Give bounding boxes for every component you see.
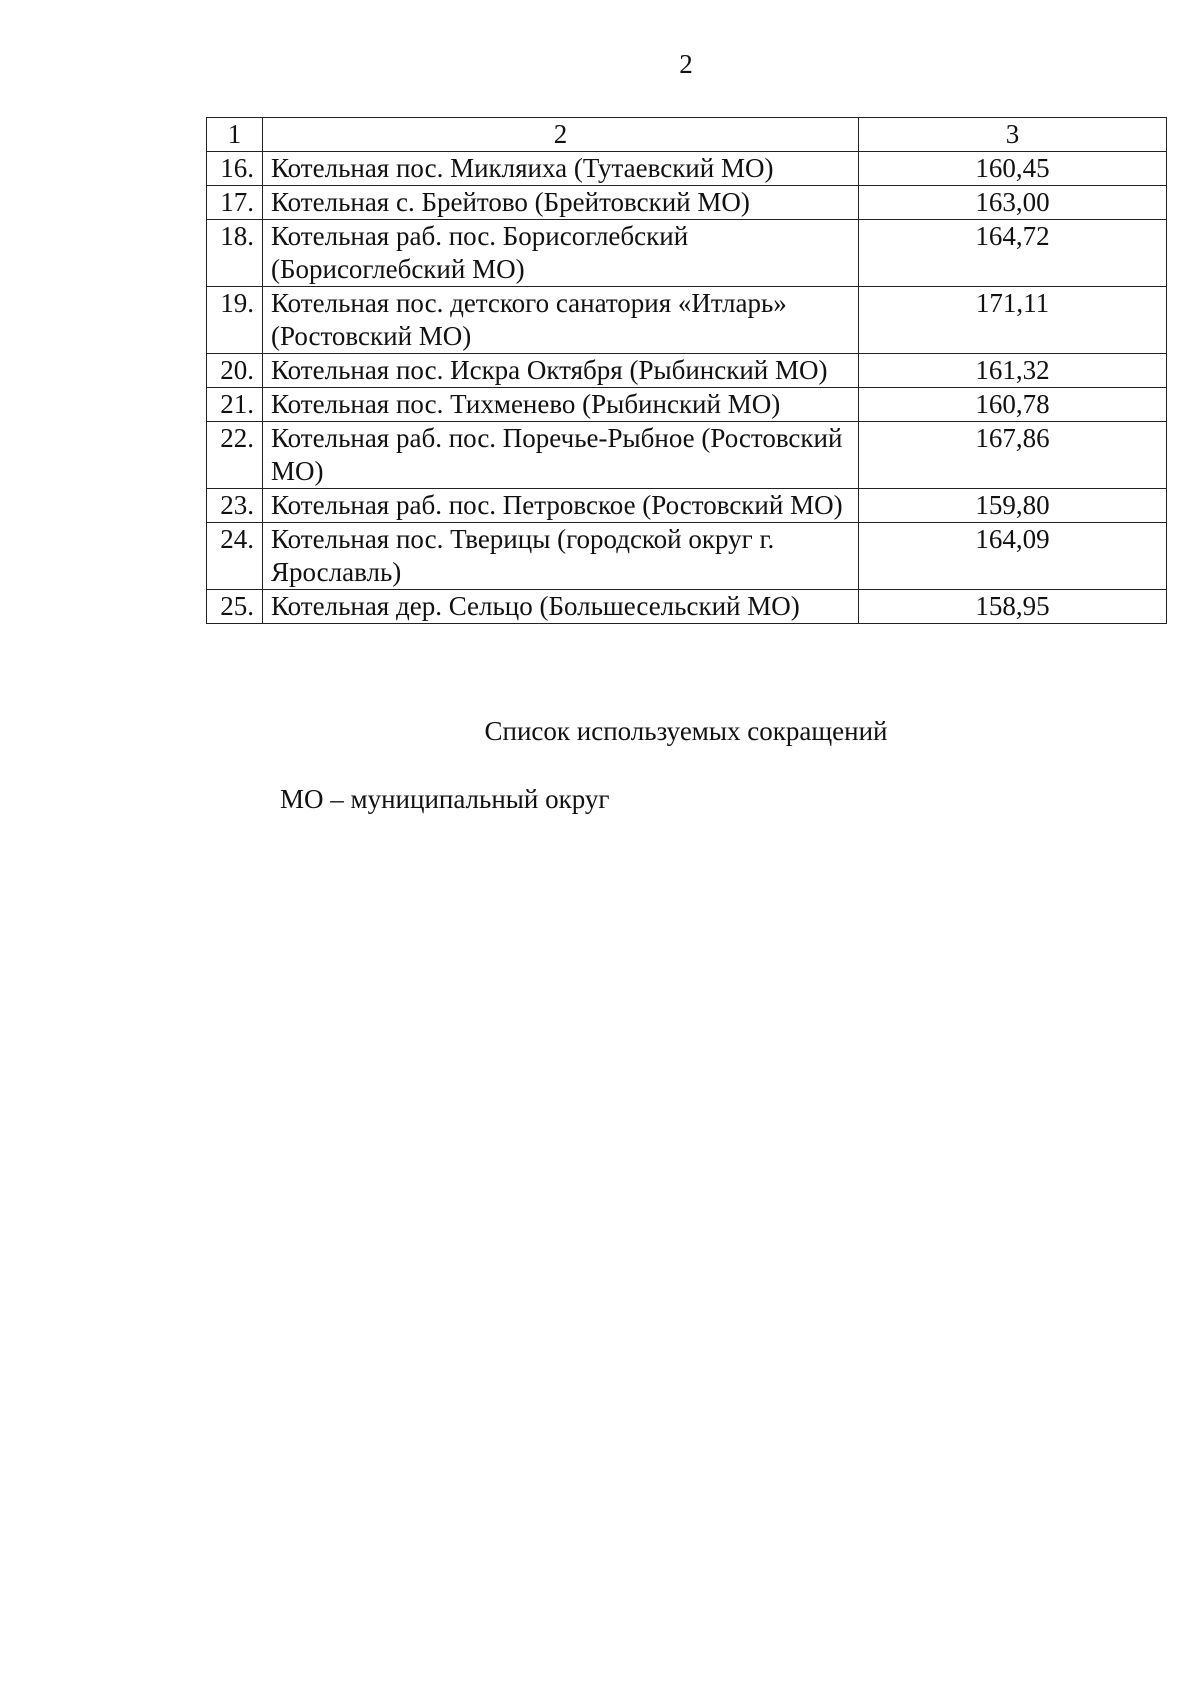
column-header: 1 bbox=[207, 118, 263, 152]
row-number: 19. bbox=[207, 287, 263, 354]
table-row bbox=[207, 287, 1167, 354]
table-row bbox=[207, 590, 1167, 624]
table-row bbox=[207, 388, 1167, 422]
row-number: 22. bbox=[207, 422, 263, 489]
tariff-value: 163,00 bbox=[859, 186, 1167, 220]
boiler-name: Котельная с. Брейтово (Брейтовский МО) bbox=[263, 186, 859, 220]
boiler-name: Котельная пос. Искра Октября (Рыбинский МО) bbox=[263, 354, 859, 388]
row-number: 17. bbox=[207, 186, 263, 220]
table-row bbox=[207, 422, 1167, 489]
boiler-name: Котельная пос. Микляиха (Тутаевский МО) bbox=[263, 152, 859, 186]
tariff-value: 160,78 bbox=[859, 388, 1167, 422]
abbreviations-title: Список используемых сокращений bbox=[484, 716, 888, 746]
boiler-name: Котельная пос. Тверицы (городской округ г. Ярославль) bbox=[263, 523, 859, 590]
column-header: 3 bbox=[859, 118, 1167, 152]
table-row bbox=[207, 186, 1167, 220]
table-row bbox=[207, 489, 1167, 523]
row-number: 25. bbox=[207, 590, 263, 624]
table-row bbox=[207, 152, 1167, 186]
table-row bbox=[207, 523, 1167, 590]
tariff-value: 160,45 bbox=[859, 152, 1167, 186]
row-number: 21. bbox=[207, 388, 263, 422]
tariff-table bbox=[206, 117, 1167, 624]
table-row bbox=[207, 220, 1167, 287]
tariff-value: 164,09 bbox=[859, 523, 1167, 590]
abbreviation-item: МО – муниципальный округ bbox=[280, 784, 610, 814]
boiler-name: Котельная пос. Тихменево (Рыбинский МО) bbox=[263, 388, 859, 422]
boiler-name: Котельная раб. пос. Петровское (Ростовский МО) bbox=[263, 489, 859, 523]
column-header: 2 bbox=[263, 118, 859, 152]
boiler-name: Котельная дер. Сельцо (Большесельский МО) bbox=[263, 590, 859, 624]
tariff-value: 161,32 bbox=[859, 354, 1167, 388]
tariff-value: 171,11 bbox=[859, 287, 1167, 354]
tariff-value: 164,72 bbox=[859, 220, 1167, 287]
tariff-value: 158,95 bbox=[859, 590, 1167, 624]
tariff-value: 167,86 bbox=[859, 422, 1167, 489]
table-row bbox=[207, 354, 1167, 388]
row-number: 24. bbox=[207, 523, 263, 590]
boiler-name: Котельная раб. пос. Поречье-Рыбное (Ростовский МО) bbox=[263, 422, 859, 489]
table-header-row bbox=[207, 118, 1167, 152]
row-number: 23. bbox=[207, 489, 263, 523]
row-number: 20. bbox=[207, 354, 263, 388]
page-number: 2 bbox=[679, 49, 693, 79]
tariff-value: 159,80 bbox=[859, 489, 1167, 523]
boiler-name: Котельная пос. детского санатория «Итларь» (Ростовский МО) bbox=[263, 287, 859, 354]
row-number: 18. bbox=[207, 220, 263, 287]
row-number: 16. bbox=[207, 152, 263, 186]
boiler-name: Котельная раб. пос. Борисоглебский (Борисоглебский МО) bbox=[263, 220, 859, 287]
